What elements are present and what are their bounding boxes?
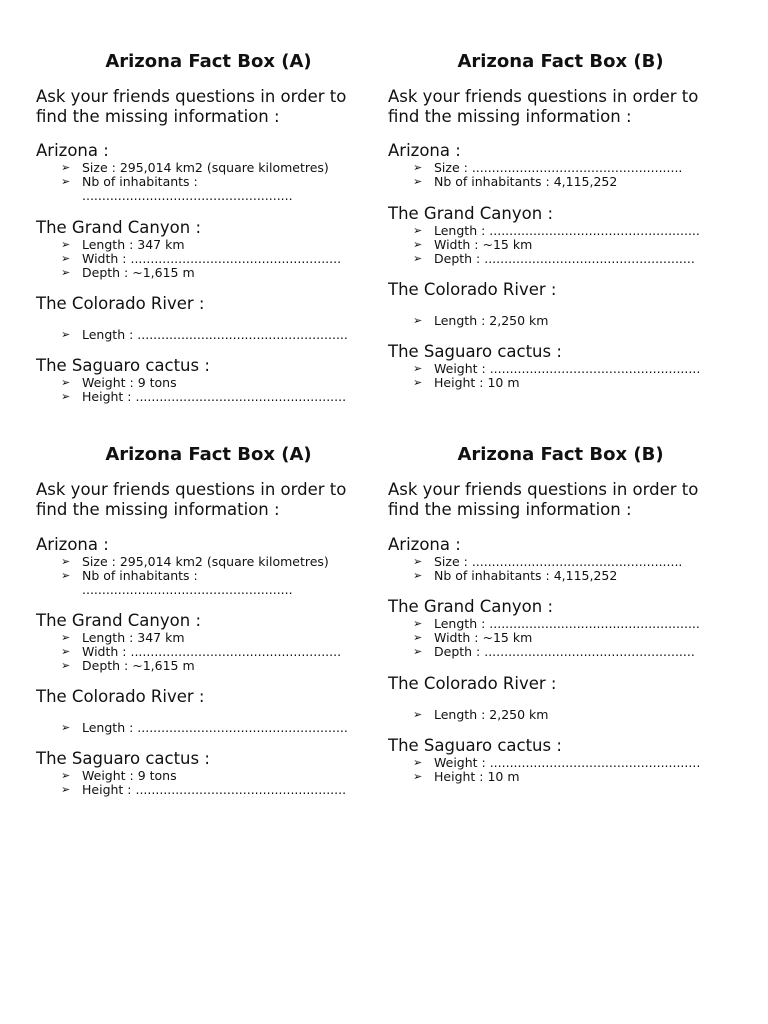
section-saguaro-cactus [36,356,381,404]
fact-text: Length : ..................................................... [82,720,348,735]
fact-item [61,376,381,390]
fact-text: Nb of inhabitants : [82,568,198,584]
arrow-bullet-icon: ➢ [413,708,423,721]
arrow-bullet-icon: ➢ [61,266,71,280]
arrow-bullet-icon: ➢ [61,161,71,174]
section-colorado-river [36,687,381,735]
fact-text: Height : 10 m [434,769,520,785]
section-heading: Arizona : [388,141,461,160]
fact-list [388,314,733,328]
fact-item [61,631,381,645]
fact-item [413,645,733,659]
section-heading: The Colorado River : [36,687,205,706]
fact-list [36,161,381,204]
fact-item [413,770,733,784]
fact-text: Length : ..................................................... [82,327,348,342]
fact-list [36,376,381,404]
fact-text: Nb of inhabitants : 4,115,252 [434,568,618,584]
section-heading: The Colorado River : [388,280,557,299]
fact-list [36,769,381,797]
fact-text: Width : ~15 km [434,237,533,253]
section-grand-canyon [388,204,733,267]
fact-list [36,328,381,342]
answer-blank: ..................................................... [82,582,293,598]
fact-list [36,721,381,735]
fact-list [388,756,733,784]
fact-text: Depth : ..................................................... [434,251,695,267]
arrow-bullet-icon: ➢ [61,783,71,797]
section-colorado-river [388,280,733,328]
intro-line-1: Ask your friends questions in order to [36,87,347,106]
fact-list [388,617,733,660]
fact-item [61,555,381,569]
box-intro [388,87,733,127]
fact-item [61,266,381,280]
fact-text: Length : ..................................................... [434,616,700,631]
fact-item [61,769,381,783]
section-heading: Arizona : [36,141,109,160]
fact-text: Nb of inhabitants : [82,174,198,190]
section-arizona [388,535,733,583]
section-heading: The Grand Canyon : [388,204,553,223]
section-colorado-river [388,674,733,722]
arrow-bullet-icon: ➢ [413,314,423,327]
fact-box-b-bottom [388,443,733,785]
fact-item [61,252,381,266]
fact-item [413,314,733,328]
fact-item [61,721,381,735]
section-arizona [388,141,733,189]
box-title: Arizona Fact Box (B) [457,51,664,72]
intro-line-2: find the missing information : [36,107,280,126]
fact-text: Weight : ..................................................... [434,755,701,770]
fact-item [413,161,733,175]
arrow-bullet-icon: ➢ [413,224,423,237]
fact-item [413,617,733,631]
fact-item [413,708,733,722]
fact-list [388,555,733,583]
section-heading: The Saguaro cactus : [36,356,210,375]
fact-text: Depth : ..................................................... [434,644,695,660]
fact-item [61,390,381,404]
arrow-bullet-icon: ➢ [61,390,71,404]
intro-line-1: Ask your friends questions in order to [388,87,699,106]
fact-item [61,659,381,673]
fact-item [413,238,733,252]
fact-text: Depth : ~1,615 m [82,658,195,674]
fact-item [61,161,381,175]
fact-text: Height : 10 m [434,375,520,391]
fact-item [413,756,733,770]
arrow-bullet-icon: ➢ [61,659,71,673]
section-heading: The Saguaro cactus : [388,736,562,755]
fact-item [413,252,733,266]
section-heading: Arizona : [388,535,461,554]
fact-item [61,238,381,252]
arrow-bullet-icon: ➢ [61,238,71,251]
section-heading: The Grand Canyon : [36,611,201,630]
fact-text: Length : 2,250 km [434,313,549,328]
intro-line-2: find the missing information : [36,500,280,519]
arrow-bullet-icon: ➢ [413,756,423,769]
fact-text: Width : ~15 km [434,630,533,646]
section-heading: The Grand Canyon : [388,597,553,616]
arrow-bullet-icon: ➢ [413,770,423,784]
section-heading: The Colorado River : [36,294,205,313]
fact-text: Length : 347 km [82,237,185,252]
arrow-bullet-icon: ➢ [413,161,423,174]
fact-item [61,175,381,203]
box-intro [36,480,381,520]
fact-item [413,362,733,376]
fact-text: Height : ..................................................... [82,389,347,405]
fact-list [388,224,733,267]
arrow-bullet-icon: ➢ [61,569,71,583]
section-heading: The Grand Canyon : [36,218,201,237]
section-grand-canyon [36,611,381,674]
box-title: Arizona Fact Box (A) [105,51,312,72]
section-arizona [36,141,381,204]
fact-item [413,569,733,583]
fact-text: Weight : 9 tons [82,375,177,390]
arrow-bullet-icon: ➢ [413,645,423,659]
arrow-bullet-icon: ➢ [413,569,423,583]
fact-item [413,376,733,390]
fact-box-a-bottom [36,443,381,798]
section-saguaro-cactus [388,342,733,390]
arrow-bullet-icon: ➢ [413,631,423,645]
arrow-bullet-icon: ➢ [61,721,71,734]
fact-text: Length : 347 km [82,630,185,645]
intro-line-2: find the missing information : [388,500,632,519]
box-title: Arizona Fact Box (B) [457,444,664,465]
arrow-bullet-icon: ➢ [61,328,71,341]
section-heading: The Colorado River : [388,674,557,693]
box-intro [388,480,733,520]
fact-text: Weight : 9 tons [82,768,177,783]
fact-text: Size : 295,014 km2 (square kilometres) [82,160,329,175]
fact-list [388,161,733,189]
fact-list [36,555,381,598]
fact-item [61,783,381,797]
arrow-bullet-icon: ➢ [413,376,423,390]
fact-text: Length : ..................................................... [434,223,700,238]
fact-item [61,645,381,659]
arrow-bullet-icon: ➢ [61,631,71,644]
fact-text: Length : 2,250 km [434,707,549,722]
fact-item [413,175,733,189]
arrow-bullet-icon: ➢ [61,769,71,782]
arrow-bullet-icon: ➢ [61,175,71,189]
section-grand-canyon [36,218,381,281]
fact-text: Height : ..................................................... [82,782,347,798]
fact-item [61,569,381,597]
arrow-bullet-icon: ➢ [413,555,423,568]
intro-line-1: Ask your friends questions in order to [388,480,699,499]
fact-text: Size : ..................................................... [434,160,683,175]
fact-text: Depth : ~1,615 m [82,265,195,281]
box-title: Arizona Fact Box (A) [105,444,312,465]
arrow-bullet-icon: ➢ [61,252,71,266]
box-intro [36,87,381,127]
fact-box-a-top [36,50,381,405]
arrow-bullet-icon: ➢ [413,252,423,266]
section-heading: Arizona : [36,535,109,554]
fact-text: Size : 295,014 km2 (square kilometres) [82,554,329,569]
arrow-bullet-icon: ➢ [413,362,423,375]
section-heading: The Saguaro cactus : [36,749,210,768]
arrow-bullet-icon: ➢ [61,376,71,389]
section-heading: The Saguaro cactus : [388,342,562,361]
fact-item [413,555,733,569]
section-arizona [36,535,381,598]
fact-item [413,224,733,238]
answer-blank: ..................................................... [82,188,293,204]
section-saguaro-cactus [388,736,733,784]
fact-list [36,238,381,281]
fact-box-b-top [388,50,733,391]
fact-text: Nb of inhabitants : 4,115,252 [434,174,618,190]
arrow-bullet-icon: ➢ [61,645,71,659]
fact-text: Size : ..................................................... [434,554,683,569]
fact-text: Weight : ..................................................... [434,361,701,376]
arrow-bullet-icon: ➢ [413,617,423,630]
arrow-bullet-icon: ➢ [413,238,423,252]
fact-text: Width : ..................................................... [82,251,342,267]
intro-line-1: Ask your friends questions in order to [36,480,347,499]
fact-item [61,328,381,342]
fact-list [36,631,381,674]
arrow-bullet-icon: ➢ [413,175,423,189]
section-grand-canyon [388,597,733,660]
fact-list [388,708,733,722]
fact-list [388,362,733,390]
arrow-bullet-icon: ➢ [61,555,71,568]
fact-text: Width : ..................................................... [82,644,342,660]
section-saguaro-cactus [36,749,381,797]
intro-line-2: find the missing information : [388,107,632,126]
fact-item [413,631,733,645]
section-colorado-river [36,294,381,342]
